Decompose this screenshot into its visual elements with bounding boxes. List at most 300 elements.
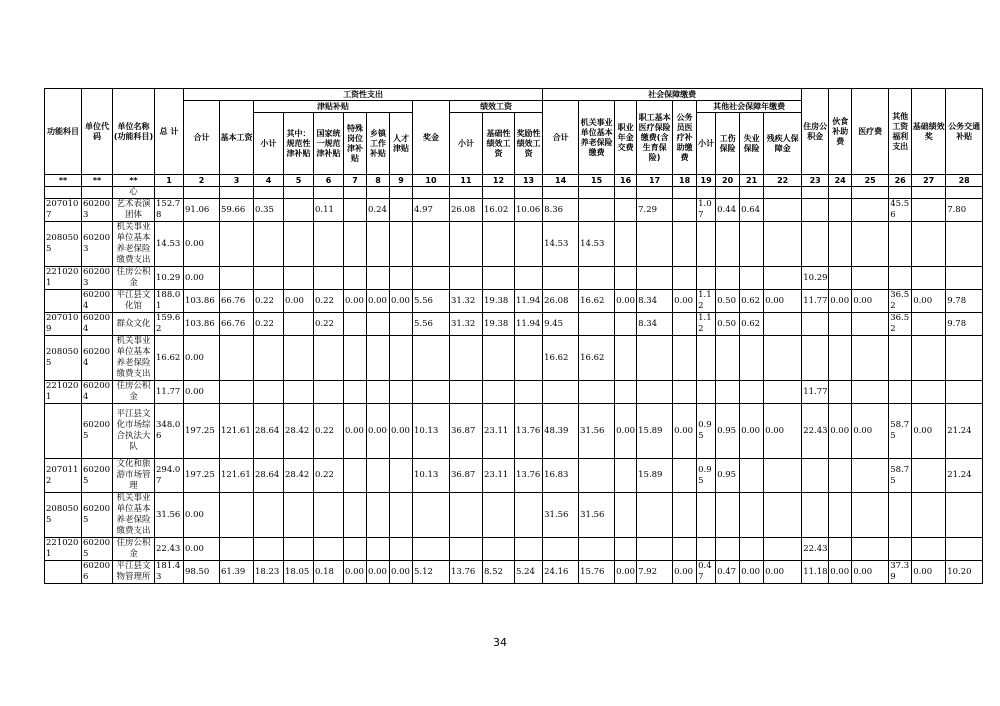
table-row (45, 381, 983, 404)
value-cell (367, 381, 390, 404)
value-cell: 0.00 (184, 493, 220, 538)
value-cell: 0.00 (673, 404, 697, 459)
func-code-cell: 2070112 (45, 459, 82, 493)
value-cell: 31.56 (543, 493, 579, 538)
value-cell (413, 381, 450, 404)
value-cell: 91.06 (184, 199, 220, 222)
value-cell (946, 538, 983, 561)
value-cell (764, 459, 802, 493)
value-cell (615, 538, 637, 561)
table-row (45, 187, 983, 199)
value-cell: 4.97 (413, 199, 450, 222)
value-cell (390, 459, 413, 493)
header-civil-med: 公务员医疗补助缴费 (673, 101, 697, 175)
unit-name-cell: 艺术表演团体 (113, 199, 155, 222)
value-cell (390, 222, 413, 267)
value-cell (515, 222, 543, 267)
value-cell (740, 267, 764, 290)
value-cell: 36.52 (889, 290, 912, 313)
value-cell: 0.00 (367, 290, 390, 313)
func-code-cell: 2210201 (45, 538, 82, 561)
value-cell (829, 199, 852, 222)
header-perf-basic: 基础性绩效工资 (483, 113, 515, 175)
value-cell: 0.22 (314, 459, 344, 493)
header-housing: 住房公积金 (802, 89, 829, 175)
value-cell: 103.86 (184, 290, 220, 313)
column-number: 19 (697, 175, 716, 187)
value-cell (802, 187, 829, 199)
header-med-ins: 职工基本医疗保险缴费(含生育保险) (637, 101, 673, 175)
func-code-cell (45, 290, 82, 313)
value-cell: 294.07 (155, 459, 184, 493)
column-number: 23 (802, 175, 829, 187)
unit-code-cell: 602003 (82, 199, 113, 222)
value-cell (367, 267, 390, 290)
header-meal: 伙食补助费 (829, 89, 852, 175)
value-cell: 8.36 (543, 199, 579, 222)
value-cell: 0.24 (367, 199, 390, 222)
value-cell: 0.50 (716, 313, 740, 336)
value-cell: 0.00 (390, 290, 413, 313)
column-number: 5 (284, 175, 314, 187)
value-cell: 13.76 (515, 459, 543, 493)
header-unemployment-ins: 失业保险 (740, 113, 764, 175)
value-cell: 61.39 (220, 561, 254, 584)
value-cell (220, 222, 254, 267)
value-cell (390, 493, 413, 538)
value-cell (764, 222, 802, 267)
column-number: 26 (889, 175, 912, 187)
header-basic-wage: 基本工资 (220, 101, 254, 175)
value-cell: 0.95 (697, 459, 716, 493)
value-cell (344, 187, 367, 199)
value-cell: 0.47 (716, 561, 740, 584)
value-cell: 0.00 (184, 538, 220, 561)
value-cell (390, 187, 413, 199)
value-cell (314, 336, 344, 381)
value-cell (673, 187, 697, 199)
value-cell: 24.16 (543, 561, 579, 584)
value-cell (483, 267, 515, 290)
value-cell (615, 199, 637, 222)
value-cell (829, 267, 852, 290)
value-cell (852, 187, 889, 199)
value-cell: 1.12 (697, 313, 716, 336)
unit-code-cell: 602004 (82, 313, 113, 336)
value-cell (637, 222, 673, 267)
value-cell (764, 538, 802, 561)
value-cell (889, 187, 912, 199)
value-cell: 36.87 (450, 404, 483, 459)
value-cell: 0.11 (314, 199, 344, 222)
value-cell: 0.00 (829, 404, 852, 459)
value-cell (344, 538, 367, 561)
value-cell: 121.61 (220, 459, 254, 493)
value-cell (764, 267, 802, 290)
value-cell: 0.00 (184, 336, 220, 381)
func-code-cell (45, 187, 82, 199)
value-cell: 0.00 (367, 561, 390, 584)
value-cell (912, 222, 946, 267)
value-cell (946, 187, 983, 199)
value-cell: 8.34 (637, 290, 673, 313)
column-number-row (45, 175, 983, 187)
value-cell: 0.50 (716, 290, 740, 313)
value-cell (740, 538, 764, 561)
value-cell (829, 187, 852, 199)
value-cell (413, 267, 450, 290)
value-cell: 1.12 (697, 290, 716, 313)
value-cell (764, 313, 802, 336)
header-disability-fund: 残疾人保障金 (764, 113, 802, 175)
value-cell (802, 313, 829, 336)
value-cell (946, 267, 983, 290)
value-cell: 16.62 (579, 336, 615, 381)
value-cell: 15.89 (637, 404, 673, 459)
column-number: 9 (390, 175, 413, 187)
value-cell: 0.00 (390, 561, 413, 584)
value-cell (673, 493, 697, 538)
value-cell: 11.94 (515, 290, 543, 313)
value-cell (579, 381, 615, 404)
value-cell (852, 336, 889, 381)
value-cell (367, 187, 390, 199)
value-cell (673, 381, 697, 404)
value-cell: 10.06 (515, 199, 543, 222)
value-cell (889, 267, 912, 290)
value-cell (413, 222, 450, 267)
value-cell (852, 313, 889, 336)
value-cell (284, 538, 314, 561)
value-cell: 16.02 (483, 199, 515, 222)
unit-name-cell: 机关事业单位基本养老保险缴费支出 (113, 336, 155, 381)
header-perf-subtotal: 小计 (450, 113, 483, 175)
value-cell: 0.00 (852, 404, 889, 459)
column-number: 28 (946, 175, 983, 187)
value-cell: 66.76 (220, 290, 254, 313)
unit-name-cell: 住房公积金 (113, 381, 155, 404)
value-cell (579, 459, 615, 493)
column-number: 11 (450, 175, 483, 187)
value-cell (852, 199, 889, 222)
value-cell (284, 493, 314, 538)
func-code-cell: 2070107 (45, 199, 82, 222)
value-cell (740, 222, 764, 267)
value-cell (413, 336, 450, 381)
value-cell: 0.64 (740, 199, 764, 222)
value-cell: 0.00 (764, 290, 802, 313)
value-cell (284, 313, 314, 336)
unit-code-cell: 602003 (82, 267, 113, 290)
header-allowance-talent: 人才津贴 (390, 113, 413, 175)
value-cell (344, 459, 367, 493)
value-cell: 36.52 (889, 313, 912, 336)
value-cell (344, 381, 367, 404)
value-cell (579, 199, 615, 222)
value-cell (889, 381, 912, 404)
value-cell: 7.92 (637, 561, 673, 584)
header-wage-subtotal: 合计 (184, 101, 220, 175)
value-cell: 36.87 (450, 459, 483, 493)
page-number: 34 (493, 636, 507, 649)
value-cell (344, 222, 367, 267)
table-row (45, 290, 983, 313)
value-cell (284, 267, 314, 290)
func-code-cell: 2080505 (45, 493, 82, 538)
unit-name-cell: 平江县文化馆 (113, 290, 155, 313)
value-cell (254, 538, 284, 561)
value-cell: 0.00 (912, 290, 946, 313)
header-injury-ins: 工伤保险 (716, 113, 740, 175)
value-cell (344, 336, 367, 381)
value-cell (946, 336, 983, 381)
value-cell (254, 267, 284, 290)
value-cell (314, 381, 344, 404)
value-cell (615, 459, 637, 493)
func-code-cell: 2070109 (45, 313, 82, 336)
value-cell: 8.52 (483, 561, 515, 584)
value-cell: 0.00 (829, 290, 852, 313)
column-mark: ** (45, 175, 82, 187)
value-cell (483, 381, 515, 404)
value-cell: 10.13 (413, 459, 450, 493)
value-cell: 31.56 (579, 404, 615, 459)
value-cell: 10.29 (802, 267, 829, 290)
value-cell (450, 538, 483, 561)
header-perf-group: 绩效工资 (450, 101, 543, 113)
value-cell (314, 222, 344, 267)
value-cell: 9.45 (543, 313, 579, 336)
value-cell: 0.00 (184, 222, 220, 267)
header-func: 功能科目 (45, 89, 82, 175)
value-cell: 26.08 (450, 199, 483, 222)
value-cell: 0.00 (673, 290, 697, 313)
value-cell: 37.39 (889, 561, 912, 584)
value-cell (254, 187, 284, 199)
value-cell (450, 381, 483, 404)
value-cell (697, 187, 716, 199)
value-cell (284, 336, 314, 381)
value-cell (740, 493, 764, 538)
value-cell: 16.62 (543, 336, 579, 381)
value-cell: 1.07 (697, 199, 716, 222)
value-cell: 31.56 (579, 493, 615, 538)
value-cell: 0.62 (740, 290, 764, 313)
table-row (45, 336, 983, 381)
value-cell (254, 381, 284, 404)
value-cell (716, 187, 740, 199)
unit-code-cell: 602005 (82, 493, 113, 538)
column-number: 12 (483, 175, 515, 187)
value-cell (764, 381, 802, 404)
value-cell: 16.62 (579, 290, 615, 313)
value-cell: 45.56 (889, 199, 912, 222)
value-cell: 11.77 (802, 290, 829, 313)
value-cell (450, 493, 483, 538)
value-cell (637, 381, 673, 404)
value-cell (344, 313, 367, 336)
value-cell: 10.13 (413, 404, 450, 459)
column-number: 18 (673, 175, 697, 187)
column-number: 24 (829, 175, 852, 187)
value-cell: 23.11 (483, 459, 515, 493)
value-cell: 18.23 (254, 561, 284, 584)
value-cell (764, 199, 802, 222)
value-cell: 15.89 (637, 459, 673, 493)
value-cell: 5.12 (413, 561, 450, 584)
value-cell (637, 493, 673, 538)
value-cell (829, 336, 852, 381)
value-cell: 7.80 (946, 199, 983, 222)
value-cell (344, 493, 367, 538)
value-cell: 5.56 (413, 290, 450, 313)
value-cell: 0.00 (912, 404, 946, 459)
value-cell (673, 459, 697, 493)
value-cell (615, 187, 637, 199)
value-cell (515, 493, 543, 538)
value-cell: 0.00 (344, 561, 367, 584)
value-cell (367, 313, 390, 336)
table-row (45, 493, 983, 538)
value-cell (912, 199, 946, 222)
header-perf-reward: 奖励性绩效工资 (515, 113, 543, 175)
header-social-group: 社会保障缴费 (543, 89, 802, 101)
value-cell (579, 187, 615, 199)
column-number: 27 (912, 175, 946, 187)
value-cell (515, 381, 543, 404)
value-cell (450, 187, 483, 199)
value-cell (716, 267, 740, 290)
value-cell: 22.43 (155, 538, 184, 561)
value-cell (155, 187, 184, 199)
value-cell: 348.06 (155, 404, 184, 459)
value-cell (284, 199, 314, 222)
value-cell (413, 493, 450, 538)
value-cell: 9.78 (946, 313, 983, 336)
value-cell: 188.01 (155, 290, 184, 313)
value-cell (673, 199, 697, 222)
value-cell (637, 187, 673, 199)
unit-code-cell: 602004 (82, 336, 113, 381)
value-cell (637, 267, 673, 290)
header-allowance-special: 特殊岗位津补贴 (344, 113, 367, 175)
value-cell (912, 267, 946, 290)
value-cell (673, 267, 697, 290)
value-cell (637, 336, 673, 381)
value-cell: 10.20 (946, 561, 983, 584)
unit-name-cell: 机关事业单位基本养老保险缴费支出 (113, 493, 155, 538)
value-cell (390, 199, 413, 222)
unit-code-cell: 602005 (82, 404, 113, 459)
value-cell (184, 187, 220, 199)
value-cell (740, 336, 764, 381)
value-cell (615, 267, 637, 290)
value-cell (483, 538, 515, 561)
func-code-cell: 2210201 (45, 267, 82, 290)
value-cell (802, 336, 829, 381)
value-cell (716, 381, 740, 404)
value-cell (716, 493, 740, 538)
value-cell: 103.86 (184, 313, 220, 336)
value-cell: 0.95 (697, 404, 716, 459)
column-number: 20 (716, 175, 740, 187)
column-number: 1 (155, 175, 184, 187)
header-other-soc-group: 其他社会保障年缴费 (697, 101, 802, 113)
value-cell: 0.00 (764, 404, 802, 459)
unit-code-cell: 602003 (82, 222, 113, 267)
value-cell (314, 187, 344, 199)
value-cell (852, 267, 889, 290)
value-cell (543, 187, 579, 199)
func-code-cell (45, 404, 82, 459)
value-cell: 21.24 (946, 404, 983, 459)
value-cell (740, 187, 764, 199)
value-cell (450, 267, 483, 290)
value-cell (367, 336, 390, 381)
header-total: 总 计 (155, 89, 184, 175)
header-unit-code: 单位代码 (82, 89, 113, 175)
value-cell: 58.75 (889, 404, 912, 459)
header-allowance-subtotal: 小计 (254, 113, 284, 175)
value-cell (889, 336, 912, 381)
value-cell: 0.95 (716, 459, 740, 493)
header-soc-subtotal: 合计 (543, 101, 579, 175)
value-cell (829, 381, 852, 404)
value-cell (413, 187, 450, 199)
header-medical: 医疗费 (852, 89, 889, 175)
value-cell (450, 222, 483, 267)
value-cell (220, 381, 254, 404)
value-cell (912, 538, 946, 561)
value-cell (543, 267, 579, 290)
value-cell: 0.00 (184, 381, 220, 404)
value-cell: 0.00 (284, 290, 314, 313)
value-cell (764, 493, 802, 538)
value-cell: 14.53 (155, 222, 184, 267)
value-cell (697, 267, 716, 290)
column-number: 8 (367, 175, 390, 187)
value-cell: 7.29 (637, 199, 673, 222)
value-cell: 11.77 (802, 381, 829, 404)
column-number: 17 (637, 175, 673, 187)
value-cell: 0.44 (716, 199, 740, 222)
column-number: 15 (579, 175, 615, 187)
value-cell: 0.00 (829, 561, 852, 584)
table-body (45, 187, 983, 584)
header-transport: 公务交通补贴 (946, 89, 983, 175)
header-allowance-national: 国家统一规范津补贴 (314, 113, 344, 175)
value-cell: 0.00 (615, 561, 637, 584)
value-cell (390, 267, 413, 290)
header-annuity: 职业年金交费 (615, 101, 637, 175)
value-cell: 0.00 (615, 404, 637, 459)
value-cell (284, 187, 314, 199)
value-cell: 0.00 (852, 561, 889, 584)
value-cell (413, 538, 450, 561)
unit-name-cell: 平江县文化市场综合执法大队 (113, 404, 155, 459)
value-cell (515, 336, 543, 381)
value-cell: 26.08 (543, 290, 579, 313)
value-cell: 15.76 (579, 561, 615, 584)
value-cell: 23.11 (483, 404, 515, 459)
value-cell: 159.62 (155, 313, 184, 336)
value-cell: 98.50 (184, 561, 220, 584)
value-cell: 121.61 (220, 404, 254, 459)
value-cell: 13.76 (515, 404, 543, 459)
header-basic-perf-award: 基础绩效奖 (912, 89, 946, 175)
value-cell: 31.32 (450, 290, 483, 313)
table-row (45, 313, 983, 336)
